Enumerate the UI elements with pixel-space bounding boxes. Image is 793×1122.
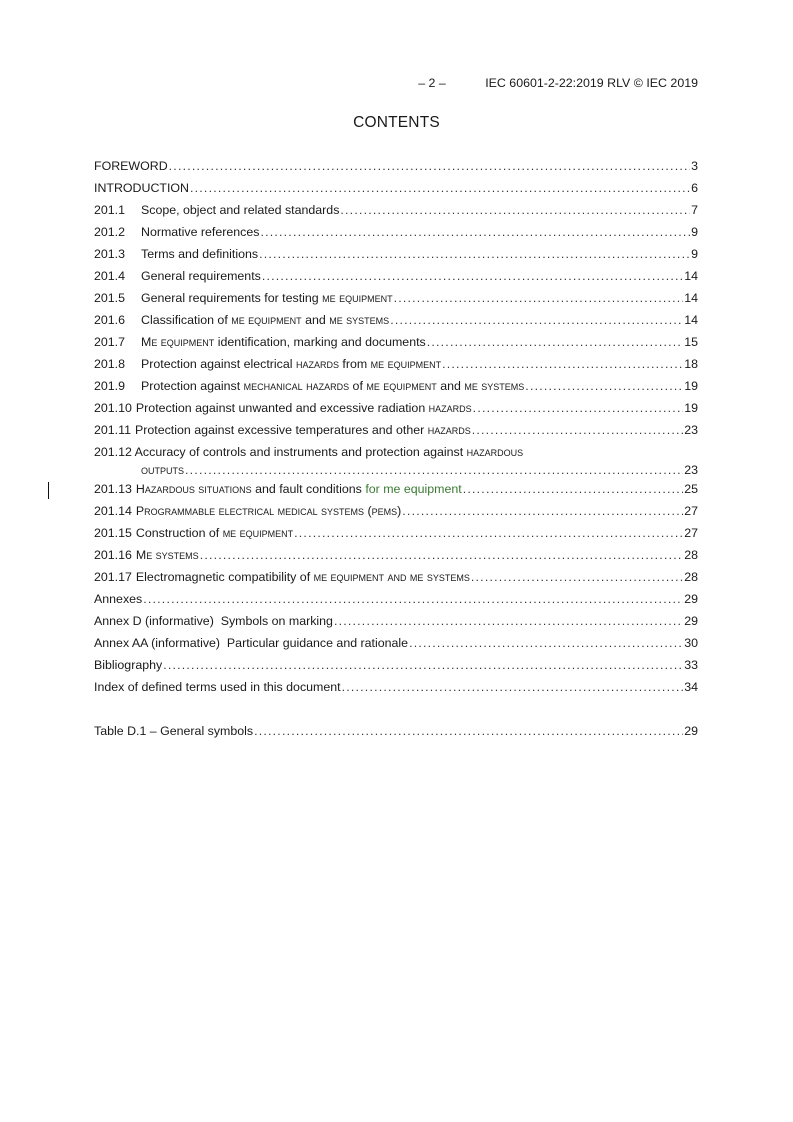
toc-entry-201-5[interactable]	[94, 289, 698, 311]
dot-leader	[340, 202, 690, 219]
toc-page-number: 30	[684, 636, 698, 650]
toc-entry-annex-d[interactable]	[94, 612, 698, 634]
toc-entry-label: INTRODUCTION	[94, 181, 189, 195]
toc-entry-201-17[interactable]	[94, 568, 698, 590]
toc-entry-label: Index of defined terms used in this document	[94, 680, 341, 694]
inserted-text: for me equipment	[365, 482, 462, 496]
toc-clause-number: 201.12	[94, 445, 132, 459]
toc-entry-201-14[interactable]	[94, 502, 698, 524]
toc-entry-label: Annex AA (informative) Particular guidance and rationale	[94, 636, 409, 650]
toc-entry-label: Scope, object and related standards	[141, 203, 340, 217]
toc-clause-number: 201.10	[94, 401, 132, 415]
dot-leader	[525, 378, 683, 395]
toc-page-number: 6	[691, 181, 698, 195]
dot-leader	[342, 679, 684, 696]
page-title: CONTENTS	[353, 114, 440, 131]
toc-page-number: 3	[691, 159, 698, 173]
toc-entry-label: Me equipment identification, marking and documents	[141, 335, 426, 349]
dot-leader	[402, 503, 683, 520]
toc-entry-label: Construction of me equipment	[135, 526, 294, 540]
toc-page-number: 14	[684, 313, 698, 327]
document-reference: IEC 60601-2-22:2019 RLV © IEC 2019	[485, 76, 698, 90]
toc-entry-label: FOREWORD	[94, 159, 168, 173]
toc-entry-label: Protection against mechanical hazards of me equipment and me systems	[141, 379, 525, 393]
toc-entry-201-3[interactable]	[94, 245, 698, 267]
toc-clause-number: 201.7	[94, 335, 126, 349]
dot-leader	[471, 569, 683, 586]
toc-page-number: 23	[684, 463, 698, 477]
toc-entry-201-1[interactable]	[94, 201, 698, 223]
toc-entry-201-9[interactable]	[94, 377, 698, 399]
toc-clause-number: 201.13	[94, 482, 132, 496]
toc-entry-201-8[interactable]	[94, 355, 698, 377]
dot-leader	[442, 356, 683, 373]
toc-entry-index[interactable]	[94, 678, 698, 700]
page-number: – 2 –	[418, 76, 446, 90]
toc-entry-label: Terms and definitions	[141, 247, 259, 261]
toc-entry-label: Annexes	[94, 592, 143, 606]
dot-leader	[260, 224, 690, 241]
toc-clause-number: 201.6	[94, 313, 126, 327]
toc-clause-number: 201.3	[94, 247, 126, 261]
dot-leader	[294, 525, 683, 542]
dot-leader	[394, 290, 684, 307]
toc-entry-label: Electromagnetic compatibility of me equipment and me systems	[135, 570, 470, 584]
toc-page-number: 19	[684, 401, 698, 415]
toc-clause-number: 201.4	[94, 269, 126, 283]
toc-page-number: 19	[684, 379, 698, 393]
dot-leader	[334, 613, 683, 630]
toc-page-number: 34	[684, 680, 698, 694]
toc-page-number: 27	[684, 526, 698, 540]
toc-page-number: 25	[684, 482, 698, 496]
toc-entry-annex-aa[interactable]	[94, 634, 698, 656]
toc-entry-201-10[interactable]	[94, 399, 698, 421]
toc-entry-label: Annex D (informative) Symbols on marking	[94, 614, 333, 628]
toc-entry-label: Table D.1 – General symbols	[94, 724, 254, 738]
dot-leader	[409, 635, 683, 652]
toc-page-number: 9	[691, 247, 698, 261]
toc-page-number: 29	[684, 724, 698, 738]
toc-entry-label: Protection against excessive temperatures and other hazards	[134, 423, 471, 437]
toc-entry-201-2[interactable]	[94, 223, 698, 245]
toc-clause-number: 201.8	[94, 357, 126, 371]
toc-entry-label: Bibliography	[94, 658, 163, 672]
dot-leader	[163, 657, 683, 674]
toc-entry-label-continued: outputs	[141, 463, 185, 477]
table-of-contents	[94, 157, 698, 744]
toc-clause-number: 201.17	[94, 570, 132, 584]
dot-leader	[390, 312, 683, 329]
toc-clause-number: 201.14	[94, 504, 132, 518]
toc-entry-table-d1[interactable]	[94, 722, 698, 744]
toc-clause-number: 201.15	[94, 526, 132, 540]
toc-clause-number: 201.16	[94, 548, 132, 562]
toc-page-number: 14	[684, 269, 698, 283]
toc-entry-201-11[interactable]	[94, 421, 698, 443]
toc-entry-201-12[interactable]	[94, 443, 698, 480]
toc-clause-number: 201.2	[94, 225, 126, 239]
toc-entry-label: Programmable electrical medical systems (pems)	[135, 504, 402, 518]
toc-page-number: 29	[684, 614, 698, 628]
dot-leader	[200, 547, 684, 564]
toc-entry-label: Protection against electrical hazards from me equipment	[141, 357, 442, 371]
toc-page-number: 29	[684, 592, 698, 606]
dot-leader	[262, 268, 683, 285]
toc-clause-number: 201.5	[94, 291, 126, 305]
toc-entry-label: General requirements	[141, 269, 261, 283]
dot-leader	[143, 591, 683, 608]
dot-leader	[427, 334, 683, 351]
toc-entry-201-7[interactable]	[94, 333, 698, 355]
toc-clause-number: 201.11	[94, 423, 131, 437]
toc-entry-201-16[interactable]	[94, 546, 698, 568]
toc-entry-201-4[interactable]	[94, 267, 698, 289]
dot-leader	[254, 723, 683, 740]
revision-change-bar	[48, 482, 49, 499]
toc-entry-label: General requirements for testing me equipment	[141, 291, 393, 305]
toc-entry-bibliography[interactable]	[94, 656, 698, 678]
toc-clause-number: 201.1	[94, 203, 126, 217]
dot-leader	[169, 158, 690, 175]
toc-page-number: 23	[684, 423, 698, 437]
toc-entry-introduction[interactable]	[94, 179, 698, 201]
toc-page-number: 28	[684, 570, 698, 584]
toc-entry-label: Hazardous situations and fault conditions for me equipment	[135, 482, 462, 496]
running-header	[418, 76, 698, 90]
dot-leader	[463, 481, 683, 498]
dot-leader	[190, 180, 690, 197]
toc-entry-label: Normative references	[141, 225, 260, 239]
toc-clause-number: 201.9	[94, 379, 126, 393]
toc-entry-foreword[interactable]	[94, 157, 698, 179]
toc-page-number: 15	[684, 335, 698, 349]
toc-page-number: 27	[684, 504, 698, 518]
toc-entry-label: Accuracy of controls and instruments and protection against hazardous	[134, 445, 524, 459]
toc-entry-201-15[interactable]	[94, 524, 698, 546]
toc-entry-label: Me systems	[135, 548, 199, 562]
toc-entry-annexes[interactable]	[94, 590, 698, 612]
toc-entry-label: Classification of me equipment and me systems	[141, 313, 390, 327]
toc-entry-label: Protection against unwanted and excessive radiation hazards	[135, 401, 472, 415]
dot-leader	[259, 246, 690, 263]
toc-page-number: 7	[691, 203, 698, 217]
toc-entry-201-13[interactable]	[94, 480, 698, 502]
toc-page-number: 18	[684, 357, 698, 371]
toc-page-number: 14	[684, 291, 698, 305]
dot-leader	[473, 400, 684, 417]
toc-entry-201-6[interactable]	[94, 311, 698, 333]
dot-leader	[472, 422, 683, 439]
toc-page-number: 33	[684, 658, 698, 672]
toc-page-number: 9	[691, 225, 698, 239]
dot-leader	[185, 462, 683, 479]
toc-page-number: 28	[684, 548, 698, 562]
